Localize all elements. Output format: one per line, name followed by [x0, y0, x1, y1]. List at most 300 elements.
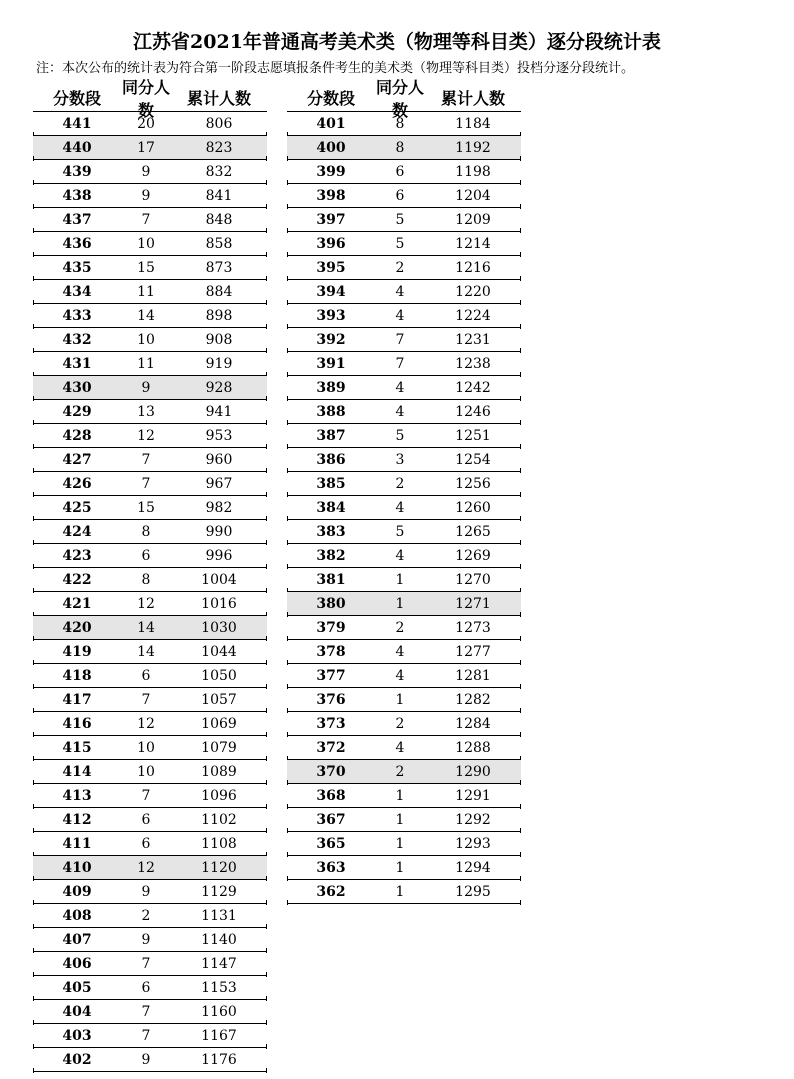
cell-score: 433: [62, 307, 92, 324]
table-row: [287, 544, 521, 568]
cell-score: 398: [316, 187, 346, 204]
table-row: [33, 520, 267, 544]
cell-same-score-count: 8: [395, 139, 405, 156]
cell-same-score-count: 9: [141, 931, 151, 948]
cell-cumulative-count: 1140: [201, 931, 237, 948]
table-row: [287, 184, 521, 208]
table-row: [33, 280, 267, 304]
table-row: [33, 736, 267, 760]
cell-score: 385: [316, 475, 346, 492]
table-row: [33, 592, 267, 616]
cell-cumulative-count: 1069: [201, 715, 237, 732]
cell-score: 367: [316, 811, 346, 828]
cell-cumulative-count: 841: [205, 187, 233, 204]
cell-score: 400: [316, 139, 346, 156]
table-row: [33, 448, 267, 472]
cell-cumulative-count: 1265: [455, 523, 491, 540]
cell-cumulative-count: 1147: [201, 955, 237, 972]
cell-same-score-count: 5: [395, 235, 405, 252]
cell-score: 407: [62, 931, 92, 948]
cell-same-score-count: 7: [141, 475, 151, 492]
cell-cumulative-count: 1057: [201, 691, 237, 708]
cell-score: 434: [62, 283, 92, 300]
cell-score: 377: [316, 667, 346, 684]
cell-cumulative-count: 1281: [455, 667, 491, 684]
cell-same-score-count: 2: [395, 763, 405, 780]
cell-score: 427: [62, 451, 92, 468]
cell-score: 422: [62, 571, 92, 588]
cell-same-score-count: 2: [395, 475, 405, 492]
table-row: [33, 1000, 267, 1024]
table-row: [287, 664, 521, 688]
table-row: [33, 496, 267, 520]
cell-same-score-count: 12: [137, 715, 155, 732]
table-row: [287, 208, 521, 232]
cell-same-score-count: 7: [141, 787, 151, 804]
cell-same-score-count: 4: [395, 499, 405, 516]
cell-cumulative-count: 1198: [455, 163, 491, 180]
table-row: [33, 376, 267, 400]
cell-cumulative-count: 1216: [455, 259, 491, 276]
table-row: [33, 616, 267, 640]
cell-cumulative-count: 1271: [455, 595, 491, 612]
cell-cumulative-count: 1030: [201, 619, 237, 636]
cell-same-score-count: 13: [137, 403, 155, 420]
cell-score: 382: [316, 547, 346, 564]
cell-score: 436: [62, 235, 92, 252]
table-row: [287, 376, 521, 400]
cell-cumulative-count: 1102: [201, 811, 237, 828]
table-row: [287, 736, 521, 760]
cell-cumulative-count: 919: [205, 355, 233, 372]
page-title: 江苏省2021年普通高考美术类（物理等科目类）逐分段统计表: [133, 31, 661, 53]
table-row: [287, 616, 521, 640]
header-score-range: 分数段: [306, 89, 355, 108]
cell-same-score-count: 12: [137, 859, 155, 876]
cell-same-score-count: 1: [395, 787, 405, 804]
cell-same-score-count: 6: [141, 547, 151, 564]
cell-same-score-count: 7: [395, 355, 405, 372]
cell-cumulative-count: 1108: [201, 835, 237, 852]
cell-cumulative-count: 1050: [201, 667, 237, 684]
cell-cumulative-count: 1284: [455, 715, 491, 732]
table-row: [33, 232, 267, 256]
table-row: [287, 640, 521, 664]
cell-score: 410: [62, 859, 92, 876]
cell-same-score-count: 17: [137, 139, 155, 156]
table-row: [287, 688, 521, 712]
cell-score: 381: [316, 571, 346, 588]
table-row: [33, 544, 267, 568]
table-row: [287, 784, 521, 808]
table-row: [33, 352, 267, 376]
cell-score: 429: [62, 403, 92, 420]
cell-same-score-count: 6: [141, 667, 151, 684]
table-row: [287, 760, 521, 784]
table-row: [33, 808, 267, 832]
cell-same-score-count: 7: [141, 1003, 151, 1020]
table-row: [33, 568, 267, 592]
cell-cumulative-count: 1291: [455, 787, 491, 804]
cell-same-score-count: 2: [395, 259, 405, 276]
table-row: [33, 424, 267, 448]
cell-cumulative-count: 1204: [455, 187, 491, 204]
cell-cumulative-count: 823: [205, 139, 233, 156]
cell-same-score-count: 1: [395, 883, 405, 900]
cell-cumulative-count: 1214: [455, 235, 491, 252]
cell-cumulative-count: 1079: [201, 739, 237, 756]
cell-cumulative-count: 1129: [201, 883, 237, 900]
cell-cumulative-count: 1004: [201, 571, 237, 588]
header-same-score-count: 同分人数: [375, 77, 424, 120]
cell-score: 441: [62, 115, 92, 132]
cell-same-score-count: 3: [395, 451, 405, 468]
cell-score: 393: [316, 307, 346, 324]
cell-cumulative-count: 928: [205, 379, 233, 396]
table-row: [287, 856, 521, 880]
cell-cumulative-count: 1120: [201, 859, 237, 876]
cell-score: 439: [62, 163, 92, 180]
cell-same-score-count: 9: [141, 1051, 151, 1068]
table-row: [287, 448, 521, 472]
cell-cumulative-count: 1256: [455, 475, 491, 492]
cell-same-score-count: 4: [395, 379, 405, 396]
header-cumulative-count: 累计人数: [440, 89, 505, 108]
table-row: [33, 328, 267, 352]
cell-score: 418: [62, 667, 92, 684]
cell-cumulative-count: 1288: [455, 739, 491, 756]
table-row: [287, 304, 521, 328]
cell-score: 426: [62, 475, 92, 492]
table-row: [287, 808, 521, 832]
cell-score: 437: [62, 211, 92, 228]
table-row: [33, 832, 267, 856]
table-row: [287, 472, 521, 496]
cell-same-score-count: 8: [395, 115, 405, 132]
cell-score: 435: [62, 259, 92, 276]
cell-same-score-count: 8: [141, 571, 151, 588]
cell-same-score-count: 4: [395, 403, 405, 420]
cell-same-score-count: 12: [137, 595, 155, 612]
table-row: [287, 400, 521, 424]
table-body-right: [287, 112, 521, 904]
cell-same-score-count: 15: [137, 259, 155, 276]
cell-score: 388: [316, 403, 346, 420]
cell-same-score-count: 11: [137, 283, 155, 300]
table-row: [287, 568, 521, 592]
cell-same-score-count: 6: [395, 187, 405, 204]
cell-same-score-count: 6: [141, 835, 151, 852]
cell-cumulative-count: 953: [205, 427, 233, 444]
table-row: [33, 472, 267, 496]
cell-cumulative-count: 941: [205, 403, 233, 420]
cell-score: 412: [62, 811, 92, 828]
cell-score: 387: [316, 427, 346, 444]
cell-cumulative-count: 1242: [455, 379, 491, 396]
cell-same-score-count: 14: [137, 619, 155, 636]
table-row: [287, 712, 521, 736]
cell-cumulative-count: 806: [205, 115, 233, 132]
table-row: [33, 904, 267, 928]
cell-score: 430: [62, 379, 92, 396]
cell-score: 405: [62, 979, 92, 996]
cell-score: 372: [316, 739, 346, 756]
table-row: [287, 256, 521, 280]
cell-cumulative-count: 1044: [201, 643, 237, 660]
cell-cumulative-count: 1209: [455, 211, 491, 228]
cell-score: 423: [62, 547, 92, 564]
cell-same-score-count: 4: [395, 667, 405, 684]
cell-score: 402: [62, 1051, 92, 1068]
cell-cumulative-count: 967: [205, 475, 233, 492]
table-row: [33, 760, 267, 784]
cell-cumulative-count: 1220: [455, 283, 491, 300]
header-cumulative-count: 累计人数: [186, 89, 251, 108]
cell-same-score-count: 10: [137, 331, 155, 348]
cell-same-score-count: 4: [395, 643, 405, 660]
cell-same-score-count: 20: [137, 115, 155, 132]
cell-cumulative-count: 1269: [455, 547, 491, 564]
cell-same-score-count: 8: [141, 523, 151, 540]
cell-same-score-count: 10: [137, 739, 155, 756]
cell-same-score-count: 7: [141, 451, 151, 468]
cell-same-score-count: 7: [141, 1027, 151, 1044]
cell-score: 362: [316, 883, 346, 900]
score-table-right: [287, 77, 521, 904]
table-header: [287, 77, 521, 120]
cell-cumulative-count: 1160: [201, 1003, 237, 1020]
cell-score: 392: [316, 331, 346, 348]
cell-same-score-count: 7: [141, 211, 151, 228]
cell-same-score-count: 1: [395, 835, 405, 852]
cell-cumulative-count: 996: [205, 547, 233, 564]
table-row: [33, 136, 267, 160]
cell-same-score-count: 7: [141, 691, 151, 708]
cell-same-score-count: 4: [395, 307, 405, 324]
cell-cumulative-count: 1292: [455, 811, 491, 828]
cell-score: 431: [62, 355, 92, 372]
cell-score: 416: [62, 715, 92, 732]
table-row: [287, 352, 521, 376]
score-table-left: [33, 77, 267, 1072]
cell-same-score-count: 4: [395, 283, 405, 300]
cell-score: 395: [316, 259, 346, 276]
cell-cumulative-count: 1167: [201, 1027, 237, 1044]
cell-cumulative-count: 832: [205, 163, 233, 180]
cell-cumulative-count: 898: [205, 307, 233, 324]
cell-cumulative-count: 1153: [201, 979, 237, 996]
table-row: [287, 496, 521, 520]
header-same-score-count: 同分人数: [121, 77, 170, 120]
table-header: [33, 77, 267, 120]
cell-cumulative-count: 1254: [455, 451, 491, 468]
table-row: [33, 688, 267, 712]
cell-same-score-count: 6: [141, 811, 151, 828]
cell-same-score-count: 5: [395, 211, 405, 228]
cell-same-score-count: 11: [137, 355, 155, 372]
cell-score: 440: [62, 139, 92, 156]
cell-same-score-count: 4: [395, 547, 405, 564]
table-row: [287, 160, 521, 184]
cell-cumulative-count: 1192: [455, 139, 491, 156]
cell-same-score-count: 12: [137, 427, 155, 444]
cell-score: 408: [62, 907, 92, 924]
table-row: [33, 712, 267, 736]
cell-cumulative-count: 1277: [455, 643, 491, 660]
cell-score: 413: [62, 787, 92, 804]
cell-same-score-count: 10: [137, 763, 155, 780]
table-row: [287, 136, 521, 160]
table-body-left: [33, 112, 267, 1072]
cell-cumulative-count: 1270: [455, 571, 491, 588]
cell-cumulative-count: 873: [205, 259, 233, 276]
cell-cumulative-count: 1282: [455, 691, 491, 708]
cell-same-score-count: 14: [137, 643, 155, 660]
cell-score: 383: [316, 523, 346, 540]
cell-score: 414: [62, 763, 92, 780]
cell-cumulative-count: 1184: [455, 115, 491, 132]
cell-score: 420: [62, 619, 92, 636]
cell-cumulative-count: 1238: [455, 355, 491, 372]
cell-score: 415: [62, 739, 92, 756]
cell-score: 368: [316, 787, 346, 804]
table-row: [33, 400, 267, 424]
cell-cumulative-count: 1246: [455, 403, 491, 420]
cell-cumulative-count: 1293: [455, 835, 491, 852]
table-row: [287, 832, 521, 856]
cell-same-score-count: 9: [141, 883, 151, 900]
cell-score: 379: [316, 619, 346, 636]
cell-score: 419: [62, 643, 92, 660]
cell-same-score-count: 1: [395, 691, 405, 708]
cell-score: 401: [316, 115, 346, 132]
cell-cumulative-count: 848: [205, 211, 233, 228]
cell-same-score-count: 5: [395, 523, 405, 540]
cell-cumulative-count: 1290: [455, 763, 491, 780]
cell-same-score-count: 15: [137, 499, 155, 516]
cell-score: 394: [316, 283, 346, 300]
cell-same-score-count: 1: [395, 811, 405, 828]
header-score-range: 分数段: [52, 89, 101, 108]
table-row: [33, 208, 267, 232]
cell-same-score-count: 9: [141, 163, 151, 180]
cell-score: 386: [316, 451, 346, 468]
cell-cumulative-count: 982: [205, 499, 233, 516]
cell-score: 409: [62, 883, 92, 900]
table-row: [33, 664, 267, 688]
table-row: [33, 304, 267, 328]
table-row: [33, 928, 267, 952]
cell-score: 404: [62, 1003, 92, 1020]
cell-cumulative-count: 1016: [201, 595, 237, 612]
table-row: [287, 880, 521, 904]
cell-same-score-count: 6: [141, 979, 151, 996]
table-row: [33, 1048, 267, 1072]
table-row: [287, 112, 521, 136]
cell-cumulative-count: 960: [205, 451, 233, 468]
cell-same-score-count: 4: [395, 739, 405, 756]
cell-score: 428: [62, 427, 92, 444]
table-row: [33, 640, 267, 664]
cell-cumulative-count: 1251: [455, 427, 491, 444]
table-row: [287, 520, 521, 544]
cell-same-score-count: 10: [137, 235, 155, 252]
table-row: [33, 880, 267, 904]
cell-same-score-count: 2: [141, 907, 151, 924]
cell-score: 365: [316, 835, 346, 852]
cell-cumulative-count: 1089: [201, 763, 237, 780]
cell-cumulative-count: 858: [205, 235, 233, 252]
table-row: [33, 256, 267, 280]
table-row: [33, 856, 267, 880]
cell-score: 376: [316, 691, 346, 708]
cell-score: 406: [62, 955, 92, 972]
cell-same-score-count: 9: [141, 379, 151, 396]
table-row: [33, 112, 267, 136]
table-row: [287, 424, 521, 448]
cell-same-score-count: 9: [141, 187, 151, 204]
cell-score: 373: [316, 715, 346, 732]
table-row: [287, 280, 521, 304]
table-row: [33, 784, 267, 808]
table-row: [33, 160, 267, 184]
cell-score: 438: [62, 187, 92, 204]
cell-cumulative-count: 884: [205, 283, 233, 300]
cell-cumulative-count: 1273: [455, 619, 491, 636]
cell-score: 432: [62, 331, 92, 348]
cell-score: 397: [316, 211, 346, 228]
cell-cumulative-count: 1295: [455, 883, 491, 900]
cell-score: 421: [62, 595, 92, 612]
table-row: [287, 328, 521, 352]
cell-same-score-count: 6: [395, 163, 405, 180]
cell-score: 425: [62, 499, 92, 516]
cell-score: 399: [316, 163, 346, 180]
cell-same-score-count: 1: [395, 571, 405, 588]
cell-score: 396: [316, 235, 346, 252]
cell-score: 378: [316, 643, 346, 660]
cell-score: 391: [316, 355, 346, 372]
cell-cumulative-count: 1231: [455, 331, 491, 348]
table-row: [287, 592, 521, 616]
table-row: [33, 184, 267, 208]
cell-cumulative-count: 1260: [455, 499, 491, 516]
cell-score: 363: [316, 859, 346, 876]
cell-score: 417: [62, 691, 92, 708]
cell-same-score-count: 2: [395, 619, 405, 636]
cell-cumulative-count: 990: [205, 523, 233, 540]
cell-cumulative-count: 1096: [201, 787, 237, 804]
cell-score: 424: [62, 523, 92, 540]
cell-same-score-count: 1: [395, 859, 405, 876]
cell-same-score-count: 2: [395, 715, 405, 732]
table-note: 注：本次公布的统计表为符合第一阶段志愿填报条件考生的美术类（物理等科目类）投档分逐分段统计。: [36, 61, 635, 76]
cell-same-score-count: 7: [141, 955, 151, 972]
table-row: [33, 976, 267, 1000]
table-row: [33, 1024, 267, 1048]
cell-same-score-count: 1: [395, 595, 405, 612]
cell-same-score-count: 7: [395, 331, 405, 348]
cell-score: 389: [316, 379, 346, 396]
cell-cumulative-count: 1176: [201, 1051, 237, 1068]
table-row: [33, 952, 267, 976]
cell-score: 370: [316, 763, 346, 780]
cell-score: 403: [62, 1027, 92, 1044]
cell-cumulative-count: 908: [205, 331, 233, 348]
cell-cumulative-count: 1294: [455, 859, 491, 876]
cell-score: 380: [316, 595, 346, 612]
table-row: [287, 232, 521, 256]
